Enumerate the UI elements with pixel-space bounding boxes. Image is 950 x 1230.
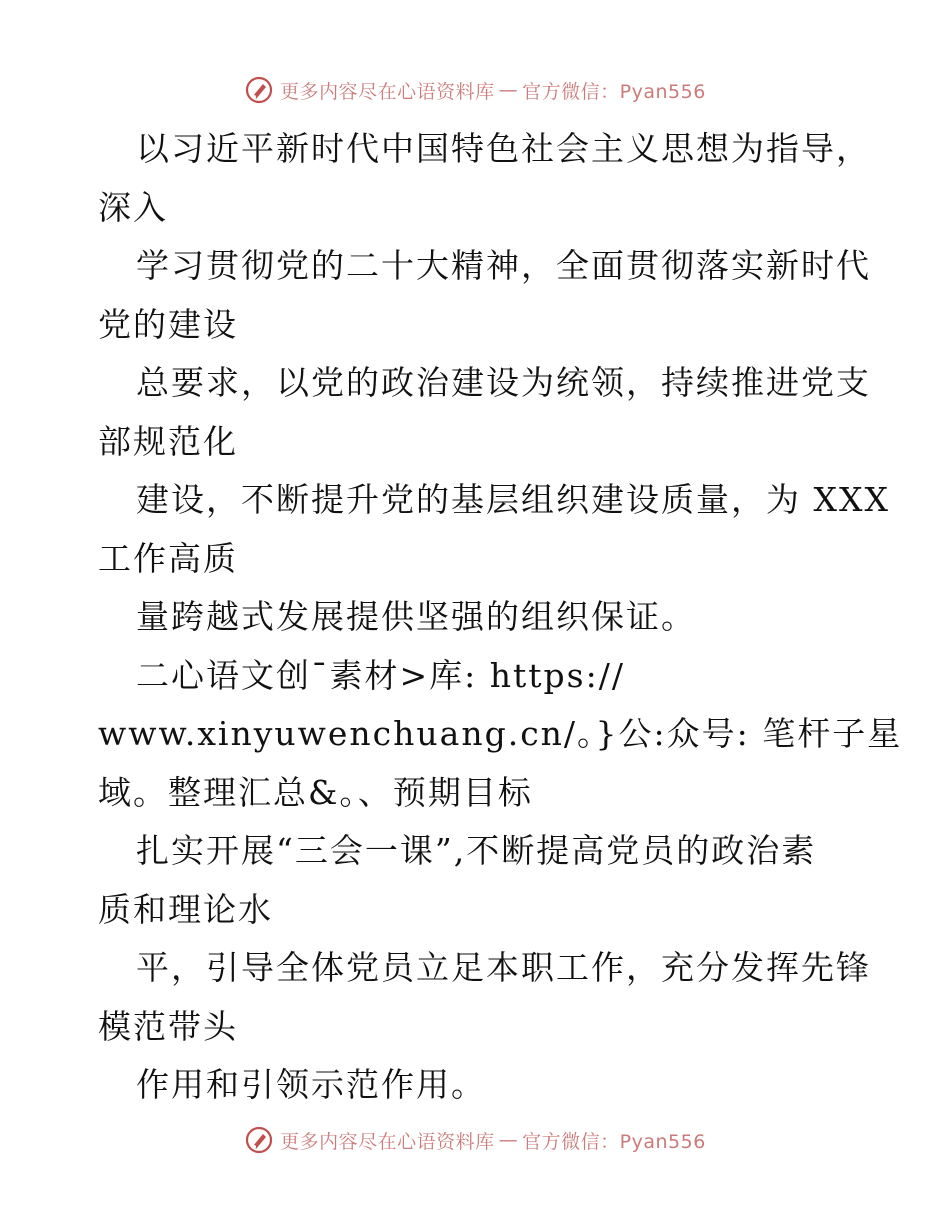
pen-circle-logo-icon bbox=[244, 75, 274, 105]
paragraph-line: 量跨越式发展提供坚强的组织保证。 bbox=[136, 597, 696, 636]
paragraph-line: 建设，不断提升党的基层组织建设质量，为 XXX bbox=[136, 480, 890, 519]
header-watermark bbox=[0, 70, 950, 110]
paragraph-line: 党的建设 bbox=[98, 304, 238, 344]
paragraph-line: 总要求，以党的政治建设为统领，持续推进党支 bbox=[136, 363, 871, 402]
paragraph-line: 学习贯彻党的二十大精神，全面贯彻落实新时代 bbox=[136, 246, 871, 285]
paragraph-line: 质和理论水 bbox=[98, 889, 273, 929]
paragraph-line: 以习近平新时代中国特色社会主义思想为指导， bbox=[136, 129, 871, 168]
paragraph-line: 平，引导全体党员立足本职工作，充分发挥先锋 bbox=[136, 948, 871, 987]
paragraph-line: www.xinyuwenchuang.cn/。}公:众号: 笔杆子星 bbox=[98, 714, 903, 753]
paragraph-line: 部规范化 bbox=[98, 421, 238, 461]
footer-watermark bbox=[0, 1120, 950, 1160]
watermark-dash: — bbox=[498, 79, 519, 101]
pen-circle-logo-icon bbox=[244, 1125, 274, 1155]
watermark-suffix-text: 官方微信：Pyan556 bbox=[522, 1130, 706, 1153]
watermark-main-text: 更多内容尽在心语资料库 bbox=[280, 1130, 495, 1153]
paragraph-line: 深入 bbox=[98, 187, 168, 227]
paragraph-line: 模范带头 bbox=[98, 1006, 238, 1046]
watermark-dash: — bbox=[498, 1129, 519, 1151]
paragraph-line: 工作高质 bbox=[98, 538, 238, 578]
document-body bbox=[98, 120, 903, 1115]
paragraph-line: 作用和引领示范作用。 bbox=[136, 1065, 486, 1104]
paragraph-line: 二心语文创¯素材>库: https:// bbox=[136, 655, 625, 695]
paragraph-line: 扎实开展“三会一课”,不断提高党员的政治素 bbox=[136, 831, 817, 870]
watermark-suffix-text: 官方微信：Pyan556 bbox=[522, 80, 706, 103]
paragraph-line: 域。整理汇总&。、预期目标 bbox=[98, 772, 533, 812]
watermark-main-text: 更多内容尽在心语资料库 bbox=[280, 80, 495, 103]
